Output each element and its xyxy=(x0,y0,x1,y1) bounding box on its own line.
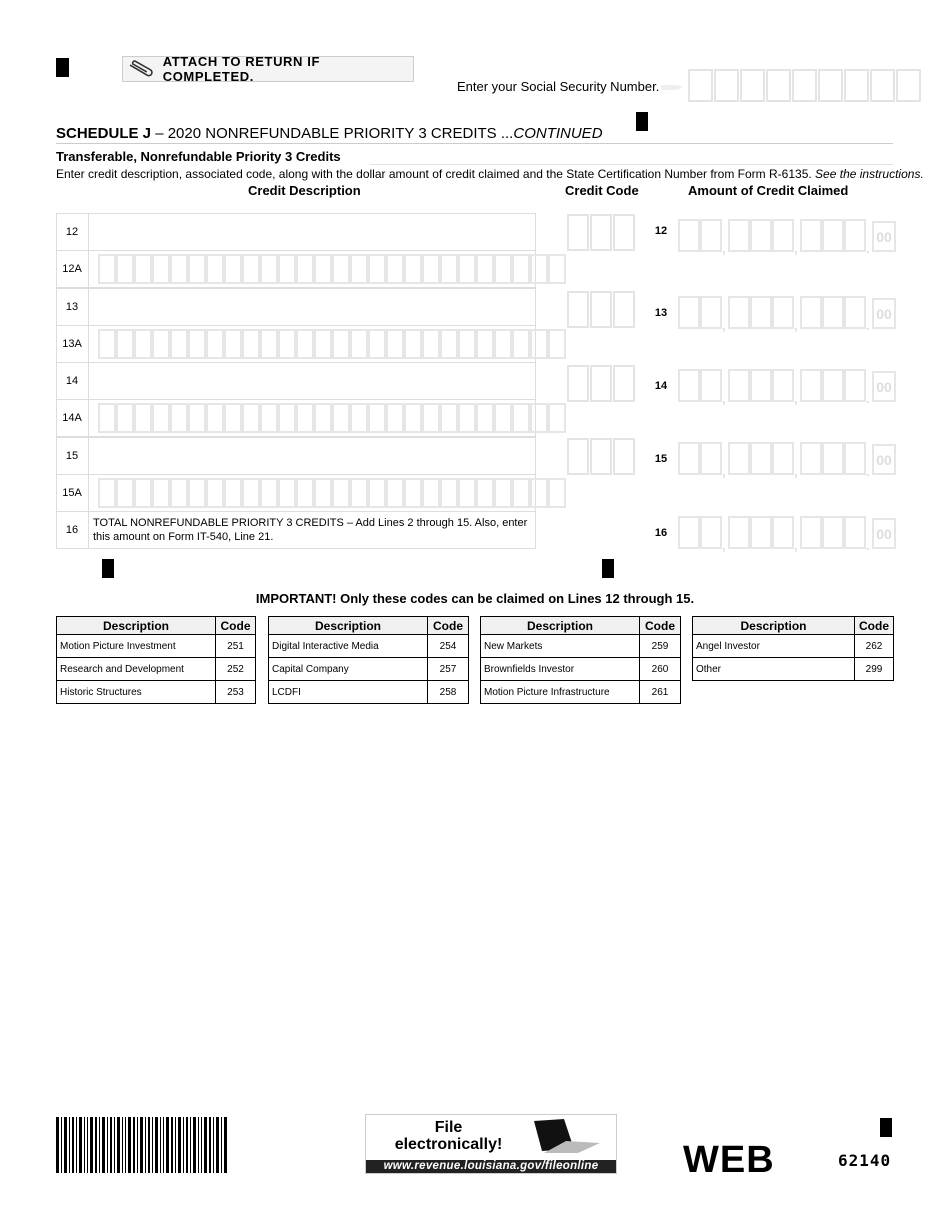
web-label: WEB xyxy=(683,1139,775,1181)
column-header-description: Credit Description xyxy=(248,183,361,198)
code-description: Research and Development xyxy=(57,658,216,681)
instructions-italic: See the instructions. xyxy=(815,167,924,181)
table-header-description: Description xyxy=(481,617,640,635)
table-row xyxy=(57,635,256,658)
ssn-label: Enter your Social Security Number. xyxy=(457,79,660,94)
credit-code-input[interactable] xyxy=(567,214,636,251)
code-value: 258 xyxy=(428,681,469,704)
table-row xyxy=(57,658,256,681)
line-number: 16 xyxy=(654,527,668,539)
section-subtitle: Transferable, Nonrefundable Priority 3 Credits xyxy=(56,149,341,164)
code-description: Capital Company xyxy=(269,658,428,681)
table-header-code: Code xyxy=(428,617,469,635)
laptop-icon xyxy=(534,1119,600,1155)
code-value: 257 xyxy=(428,658,469,681)
schedule-title-rest: – 2020 NONREFUNDABLE PRIORITY 3 CREDITS ... xyxy=(151,125,514,142)
credit-amount-input[interactable]: , , . 00 xyxy=(678,219,896,252)
code-description: Other xyxy=(693,658,855,681)
table-header-code: Code xyxy=(855,617,894,635)
code-value: 254 xyxy=(428,635,469,658)
schedule-title xyxy=(56,125,603,142)
registration-mark xyxy=(56,58,69,77)
line-number: 15 xyxy=(654,453,668,465)
schedule-title-bold: SCHEDULE J xyxy=(56,125,152,142)
file-line-2: electronically! xyxy=(394,1136,503,1153)
registration-mark xyxy=(880,1118,892,1137)
line-number: 13 xyxy=(65,300,79,313)
line-number: 13A xyxy=(62,337,82,350)
code-value: 253 xyxy=(216,681,256,704)
paperclip-icon xyxy=(127,59,157,79)
table-header-description: Description xyxy=(57,617,216,635)
cents-placeholder: 00 xyxy=(872,444,896,475)
ssn-input[interactable] xyxy=(688,69,922,102)
code-value: 260 xyxy=(640,658,681,681)
attach-banner xyxy=(122,56,414,82)
pointing-hand-icon xyxy=(660,81,684,93)
line-number: 12 xyxy=(654,225,668,237)
column-header-code: Credit Code xyxy=(565,183,639,198)
code-description: Angel Investor xyxy=(693,635,855,658)
line-number: 12A xyxy=(62,262,82,275)
code-table xyxy=(268,616,469,704)
table-header-description: Description xyxy=(693,617,855,635)
credit-code-input[interactable] xyxy=(567,365,636,402)
line-number: 14A xyxy=(62,411,82,424)
credit-description-input[interactable] xyxy=(88,362,536,400)
file-electronically-text xyxy=(376,1119,521,1153)
certification-number-input[interactable] xyxy=(98,403,566,433)
instructions xyxy=(56,167,924,181)
table-header-code: Code xyxy=(216,617,256,635)
subtitle-rule xyxy=(370,164,893,165)
form-number: 62140 xyxy=(838,1151,892,1170)
table-row xyxy=(693,658,894,681)
total-amount-input[interactable]: , , . 00 xyxy=(678,516,896,549)
line-number: 15A xyxy=(62,486,82,499)
certification-number-input[interactable] xyxy=(98,329,566,359)
line-number: 14 xyxy=(65,374,79,387)
line-number: 16 xyxy=(65,523,79,536)
cents-placeholder: 00 xyxy=(872,518,896,549)
code-description: New Markets xyxy=(481,635,640,658)
code-value: 251 xyxy=(216,635,256,658)
cents-placeholder: 00 xyxy=(872,221,896,252)
attach-label: ATTACH TO RETURN IF COMPLETED. xyxy=(162,54,320,84)
code-table xyxy=(692,616,894,681)
code-description: Historic Structures xyxy=(57,681,216,704)
code-table xyxy=(56,616,256,704)
column-header-amount: Amount of Credit Claimed xyxy=(688,183,849,198)
file-online-url[interactable]: www.revenue.louisiana.gov/fileonline xyxy=(366,1160,616,1173)
code-value: 299 xyxy=(855,658,894,681)
table-row xyxy=(693,635,894,658)
code-value: 259 xyxy=(640,635,681,658)
file-line-1: File xyxy=(434,1119,463,1136)
title-rule xyxy=(56,143,893,144)
instructions-text: Enter credit description, associated code, along with the dollar amount of credit claimed and the State Certification Number from Form R-6135. xyxy=(56,167,816,181)
credit-code-input[interactable] xyxy=(567,438,636,475)
line-number: 14 xyxy=(654,380,668,392)
code-description: Motion Picture Infrastructure xyxy=(481,681,640,704)
credit-amount-input[interactable]: , , . 00 xyxy=(678,296,896,329)
code-table xyxy=(480,616,681,704)
table-row xyxy=(269,681,469,704)
credit-amount-input[interactable]: , , . 00 xyxy=(678,369,896,402)
code-value: 262 xyxy=(855,635,894,658)
credit-description-input[interactable] xyxy=(88,437,536,475)
registration-mark xyxy=(636,112,648,131)
total-line-text: TOTAL NONREFUNDABLE PRIORITY 3 CREDITS – Add Lines 2 through 15. Also, enter this amount on Form IT-540, Line 21. xyxy=(93,517,528,543)
certification-number-input[interactable] xyxy=(98,254,566,284)
table-row xyxy=(481,658,681,681)
code-value: 252 xyxy=(216,658,256,681)
cents-placeholder: 00 xyxy=(872,298,896,329)
table-header-description: Description xyxy=(269,617,428,635)
credit-description-input[interactable] xyxy=(88,213,536,251)
table-row xyxy=(57,681,256,704)
certification-number-input[interactable] xyxy=(98,478,566,508)
credit-amount-input[interactable]: , , . 00 xyxy=(678,442,896,475)
cents-placeholder: 00 xyxy=(872,371,896,402)
table-row xyxy=(481,635,681,658)
line-number: 13 xyxy=(654,307,668,319)
schedule-title-italic: CONTINUED xyxy=(513,125,603,142)
credit-description-input[interactable] xyxy=(88,288,536,326)
code-description: Digital Interactive Media xyxy=(269,635,428,658)
file-electronically-banner xyxy=(365,1114,617,1174)
registration-mark xyxy=(102,559,114,578)
code-value: 261 xyxy=(640,681,681,704)
code-description: Motion Picture Investment xyxy=(57,635,216,658)
registration-mark xyxy=(602,559,614,578)
important-note: IMPORTANT! Only these codes can be claimed on Lines 12 through 15. xyxy=(255,591,695,606)
table-header-code: Code xyxy=(640,617,681,635)
credit-code-input[interactable] xyxy=(567,291,636,328)
barcode xyxy=(56,1117,228,1173)
table-row xyxy=(269,635,469,658)
table-row xyxy=(269,658,469,681)
line-number: 12 xyxy=(65,225,79,238)
code-description: LCDFI xyxy=(269,681,428,704)
line-number: 15 xyxy=(65,449,79,462)
code-description: Brownfields Investor xyxy=(481,658,640,681)
table-row xyxy=(481,681,681,704)
